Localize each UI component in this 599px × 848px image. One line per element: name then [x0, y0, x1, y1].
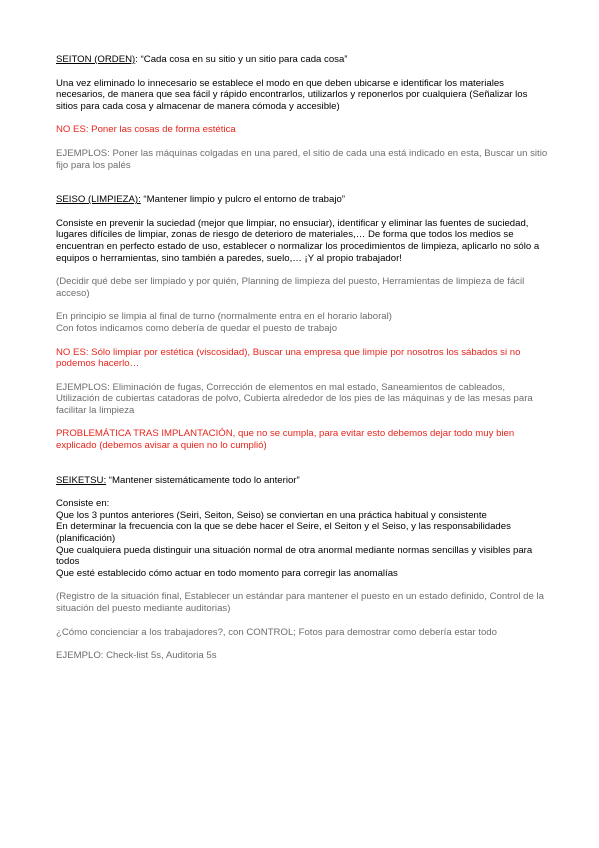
document-page — [56, 54, 548, 662]
seiketsu-section — [56, 475, 548, 662]
seiton-section — [56, 54, 548, 171]
seiketsu-note-1: (Registro de la situación final, Establecer un estándar para mantener el puesto en un estado definido, Control de la situación del puesto mediante auditorias) — [56, 591, 544, 614]
seiso-note-2-line-2: Con fotos indicamos como debería de quedar el puesto de trabajo — [56, 322, 338, 334]
seiketsu-title — [56, 475, 548, 487]
seiketsu-consiste: Consiste en: — [56, 498, 110, 510]
seiketsu-note-2: ¿Cómo concienciar a los trabajadores?, con CONTROL; Fotos para demostrar como debería estar todo — [56, 626, 497, 638]
seiketsu-ejemplo: EJEMPLO: Check-list 5s, Auditoria 5s — [56, 650, 217, 662]
seiso-section — [56, 194, 548, 452]
seiton-title — [56, 54, 548, 66]
seiketsu-item-3: Que cualquiera pueda distinguir una situación normal de otra anormal mediante normas sencillas y visibles para todos — [56, 544, 533, 568]
seiso-note-1: (Decidir qué debe ser limpiado y por quién, Planning de limpieza del puesto, Herramientas de limpieza de fácil acceso) — [56, 276, 525, 299]
seiton-no-es: NO ES: Poner las cosas de forma estética — [56, 124, 236, 136]
seiso-title-key: SEISO (LIMPIEZA): — [56, 194, 141, 206]
seiton-body: Una vez eliminado lo innecesario se establece el modo en que deben ubicarse e identificar los materiales necesarios, de manera que sea fácil y rápido encontrarlos, utilizarlos y reponerlos por cualquiera (Señalizar los sitios para cada cosa y almacenar de manera cómoda y accesible) — [56, 77, 528, 112]
seiton-title-key: SEITON (ORDEN) — [56, 54, 136, 65]
seiso-title — [56, 194, 548, 206]
seiton-title-rest: : “Cada cosa en su sitio y un sitio para cada cosa” — [135, 54, 348, 65]
seiketsu-item-2: En determinar la frecuencia con la que se debe hacer el Seire, el Seiton y el Seiso, y las responsabilidades (planificación) — [56, 521, 511, 545]
seiketsu-list — [56, 498, 548, 579]
seiketsu-title-key: SEIKETSU: — [56, 474, 107, 486]
seiton-ejemplos: EJEMPLOS: Poner las máquinas colgadas en una pared, el sitio de cada una está indicado en esta, Buscar un sitio fijo para los palés — [56, 147, 548, 171]
seiketsu-item-4: Que esté establecido cómo actuar en todo momento para corregir las anomalías — [56, 567, 398, 579]
seiso-ejemplos: EJEMPLOS: Eliminación de fugas, Corrección de elementos en mal estado, Saneamientos de cableados, Utilización de cubiertas catadoras de polvo, Cubierta alrededor de los pies de las máquinas y de las mesas para facilitar la limpieza — [56, 381, 533, 416]
seiso-title-rest: “Mantener limpio y pulcro el entorno de trabajo” — [140, 194, 346, 206]
seiso-note-2-line-1: En principio se limpia al final de turno (normalmente entra en el horario laboral) — [56, 311, 392, 323]
seiso-no-es: NO ES: Sólo limpiar por estética (viscosidad), Buscar una empresa que limpie por nosotros los sábados si no podemos hacerlo… — [56, 346, 521, 370]
seiso-body: Consiste en prevenir la suciedad (mejor que limpiar, no ensuciar), identificar y eliminar las fuentes de suciedad, lugares difíciles de limpiar, zonas de riesgo de deterioro de materiales,… De forma que todos los medios se encuentran en perfecto estado de uso, establecer o normalizar los procedimientos de limpieza, aplicarlo no sólo a equipos o herramientas, sino también a paredes, suelo,… ¡Y al propio trabajador! — [56, 217, 540, 264]
seiketsu-title-rest: “Mantener sistemáticamente todo lo anterior” — [106, 474, 300, 486]
seiso-problematica: PROBLEMÁTICA TRAS IMPLANTACIÓN, que no se cumpla, para evitar esto debemos dejar todo muy bien explicado (debemos avisar a quien no lo cumplió) — [56, 428, 515, 452]
seiketsu-item-1: Que los 3 puntos anteriores (Seiri, Seiton, Seiso) se conviertan en una práctica habitual y consistente — [56, 509, 487, 521]
seiso-note-2 — [56, 311, 548, 334]
